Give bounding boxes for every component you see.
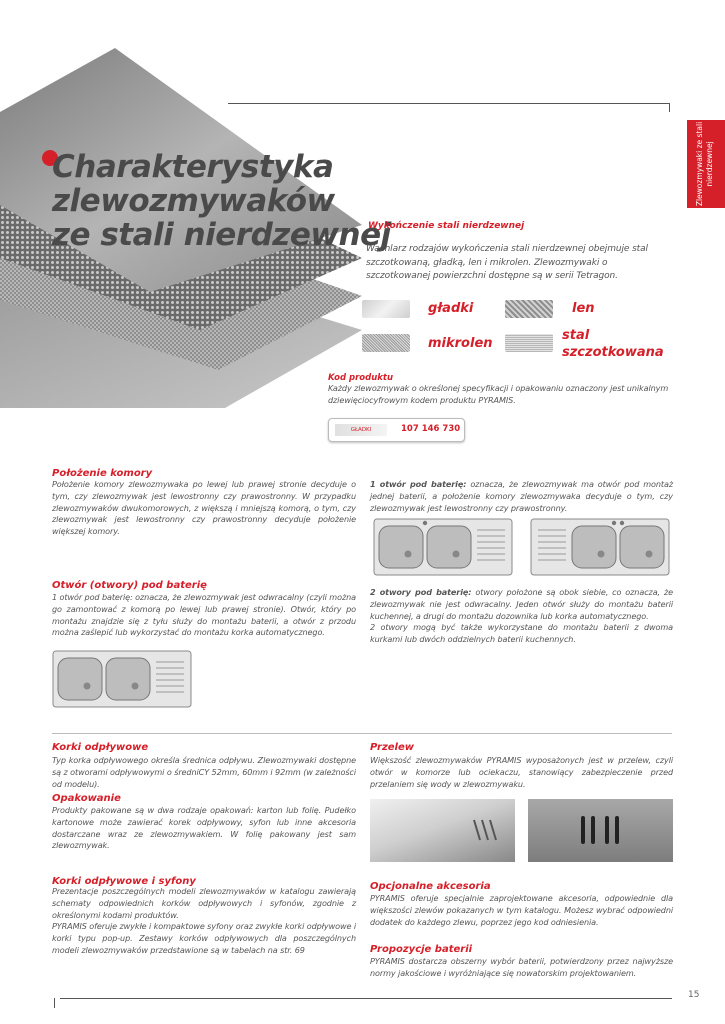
sidebar-tab — [687, 120, 725, 208]
two-holes-text — [370, 587, 673, 646]
overflow-header: Przelew — [370, 742, 415, 753]
product-code-header: Kod produktu — [328, 373, 394, 383]
swatch-label-gladki: gładki — [428, 301, 474, 316]
product-code-value: 107 146 730 — [401, 424, 461, 434]
title-line-1: Charakterystyka zlewozmywaków — [52, 149, 335, 219]
product-code-text: Każdy zlewozmywak o określonej specyfikacji i opakowaniu oznaczony jest unikalnym dziewięciocyfrowym kodem produktu PYRAMIS. — [328, 383, 669, 405]
wastes-text: Typ korka odpływowego określa średnica odpływu. Zlewozmywaki dostępne są z otworami odpływowymi o średniCY 52mm, 60mm i 92mm (w zależności od modelu). — [52, 755, 356, 789]
one-hole-text — [370, 479, 673, 514]
product-code-tag — [328, 418, 465, 442]
product-code-tag-label: GŁADKI — [335, 424, 387, 436]
sidebar-line-1: Zlewozmywaki ze stali — [695, 121, 704, 207]
swatch-label-stal — [562, 327, 664, 361]
sink-image-one-hole — [373, 518, 513, 576]
accessories-text: PYRAMIS oferuje specjalnie zaprojektowane akcesoria, odpowiednie dla większości zlewów pokazanych w tym katalogu. Możesz wybrać odpowiedni dodatek do każdego zlewu, poprzez jego kod odniesienia. — [370, 893, 673, 927]
packaging-header: Opakowanie — [52, 793, 121, 804]
overflow-slots-icon-2 — [575, 808, 625, 852]
position-header: Położenie komory — [52, 468, 153, 479]
two-holes-bold: 2 otwory pod baterię: — [370, 587, 472, 597]
finish-text: Wachlarz rodzajów wykończenia stali nierdzewnej obejmuje stal szczotkowaną, gładką, len i mikrolen. Zlewozmywaki o szczotkowanej powierzchni dostępne są w serii Tetragon. — [366, 244, 648, 281]
footer-rule-corner — [54, 998, 55, 1008]
accessories-header: Opcjonalne akcesoria — [370, 881, 491, 892]
two-holes-body-2: 2 otwory mogą być także wykorzystane do montażu baterii z dwoma kurkami lub dwóch oddzielnych baterii kuchennych. — [370, 622, 673, 645]
sink-image-two-holes — [530, 518, 670, 576]
title-line-2: ze stali nierdzewnej — [52, 217, 391, 253]
wastes-siphons-header: Korki odpływowe i syfony — [52, 876, 196, 887]
page-title — [52, 150, 612, 252]
finish-header: Wykończenie stali nierdzewnej — [368, 221, 525, 231]
overflow-text: Większość zlewozmywaków PYRAMIS wyposażonych jest w przelew, czyli otwór w komorze lub ociekaczu, stanowiący zabezpieczenie przed przelaniem się wody w zlewozmywaku. — [370, 755, 673, 789]
one-hole-bold: 1 otwór pod baterię: — [370, 479, 467, 489]
wastes-siphons-text-2: PYRAMIS oferuje zwykłe i kompaktowe syfony oraz zwykłe korki odpływowe i korki typu pop-up. Zestawy korków odpływowych dla poszczególnych modeli zlewozmywaków przedstawione są w tabelach na str. 69 — [52, 921, 356, 955]
footer-rule — [60, 998, 672, 999]
taps-header: Propozycje baterii — [370, 944, 473, 955]
packaging-text: Produkty pakowane są w dwa rodzaje opakowań: karton lub folię. Pudełko kartonowe może zawierać korek odpływowy, syfon lub inne akcesoria dostarczane wraz ze zlewozmywakiem. W folię pakowany jest sam zlewozmywak. — [52, 805, 356, 851]
swatch-label-len: len — [572, 301, 595, 316]
wastes-siphons-text-1: Prezentacje poszczególnych modeli zlewozmywaków w katalogu zawierają schematy odpowiednich korków odpływowych i syfonów, zgodnie z określonymi kodami produktów. — [52, 886, 356, 920]
swatch-label-mikrolen: mikrolen — [428, 336, 493, 351]
swatch-label-stal-1: stal — [562, 328, 590, 343]
taps-text: PYRAMIS dostarcza obszerny wybór baterii, potwierdzony przez najwyższe normy jakościowe i wyróżniające się nowatorskim projektowaniem. — [370, 956, 673, 978]
sink-image-left — [52, 650, 192, 708]
swatch-len — [505, 300, 553, 318]
wastes-header: Korki odpływowe — [52, 742, 149, 753]
header-rule — [228, 103, 670, 104]
header-rule-end — [669, 103, 670, 112]
sidebar-line-2: nierdzewnej — [705, 141, 714, 187]
position-text: Położenie komory zlewozmywaka po lewej lub prawej stronie decyduje o tym, czy zlewozmywak jest lewostronny czy prawostronny. W przypadku zlewozmywaków dwukomorowych, z większą i mniejszą komorą, o tym, czy zlewozmywak jest lewostronny czy prawostronny decyduje położenie większej komory. — [52, 479, 356, 537]
page-number: 15 — [688, 990, 700, 1000]
tap-holes-text: 1 otwór pod baterię: oznacza, że zlewozmywak jest odwracalny (czyli można go zamontować z komorą po lewej lub prawej stronie). Otwór, który po montażu znajdzie się z tyłu służy do montażu baterii, a otwór z przodu można zaślepić lub wykorzystać do montażu korka automatycznego. — [52, 592, 356, 638]
swatch-mikrolen — [362, 334, 410, 352]
divider-1 — [52, 733, 672, 734]
overflow-slots-icon — [470, 815, 510, 845]
swatch-label-stal-2: szczotkowana — [562, 345, 664, 360]
swatch-gladki — [362, 300, 410, 318]
one-hole-body: oznacza, że zlewozmywak ma otwór pod montaż jednej baterii, a położenie komory zlewozmywaka decyduje o tym, czy zlewozmywak jest lewostronny czy prawostronny. — [370, 479, 673, 513]
two-holes-body: otwory położone są obok siebie, co oznacza, że zlewozmywak nie jest odwracalny. Jeden otwór służy do montażu baterii kuchennej, a drugi do montażu dozownika lub korka automatycznego. — [370, 587, 674, 621]
tap-holes-header: Otwór (otwory) pod baterię — [52, 580, 207, 591]
swatch-stal — [505, 334, 553, 352]
wastes-siphons-text — [52, 886, 356, 957]
